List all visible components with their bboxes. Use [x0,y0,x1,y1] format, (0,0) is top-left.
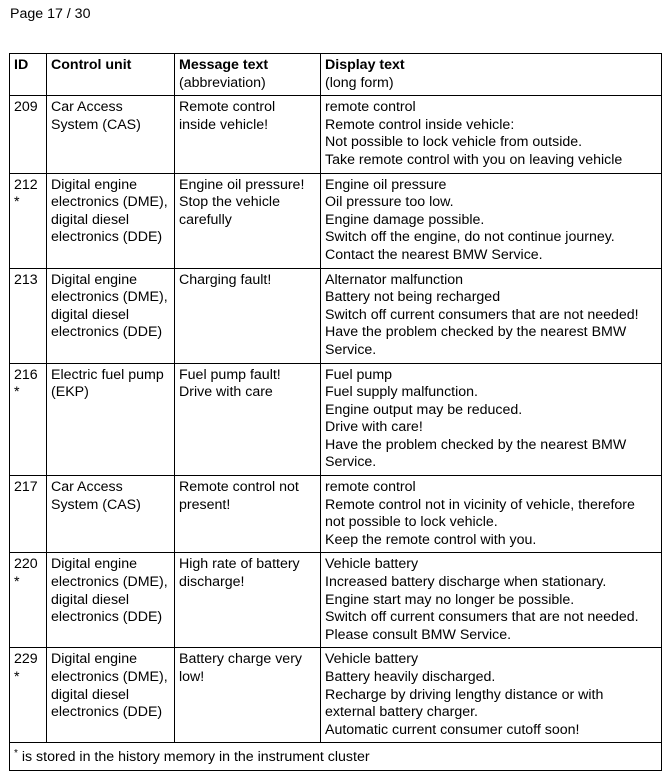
display-line: Switch off current consumers that are not needed. [325,609,639,626]
display-line: Battery heavily discharged. [325,669,496,685]
cell-display-text [321,268,662,363]
cell-id: 212 * [10,173,47,268]
cell-message-text: High rate of battery discharge! [175,553,321,648]
display-line: Engine output may be reduced. [325,401,523,418]
cell-display-text [321,96,662,173]
cell-display-text [321,173,662,268]
table-header-row [10,54,662,96]
cell-display-text [321,553,662,648]
display-line: Battery not being recharged [325,289,501,306]
display-line: Remote control inside vehicle: [325,116,515,133]
display-line: Engine oil pressure [325,176,447,193]
display-line: remote control [325,99,416,116]
display-line: Alternator malfunction [325,271,464,288]
cell-id: 220 * [10,553,47,648]
cell-id: 209 [10,96,47,173]
page-number: Page 17 / 30 [10,6,91,22]
display-line: Switch off the engine, do not continue journey. [325,229,615,246]
display-line: Engine damage possible. [325,211,485,228]
table-row [10,173,662,268]
cell-id: 229 * [10,648,47,743]
display-line: Have the problem checked by the nearest BMW Service. [325,324,627,358]
display-line: Remote control not in vicinity of vehicle, therefore not possible to lock vehicle. [325,496,635,531]
header-id: ID [10,54,47,96]
header-control-unit: Control unit [47,54,175,96]
display-line: remote control [325,479,416,496]
display-line: Have the problem checked by the nearest BMW Service. [325,436,627,471]
table-row [10,648,662,743]
cell-display-text [321,648,662,743]
cell-display-text [321,363,662,476]
footnote-row [10,743,662,771]
cell-message-text: Charging fault! [175,268,321,363]
display-line: Switch off current consumers that are not needed! [325,306,639,323]
table-row [10,96,662,173]
display-line: Fuel pump [325,366,393,383]
display-line: Keep the remote control with you. [325,531,537,548]
display-line: Drive with care! [325,419,423,436]
cell-id: 213 [10,268,47,363]
header-display-text: Display text (long form) [321,54,662,96]
display-line: Recharge by driving lengthy distance or with external battery charger. [325,686,604,721]
cell-display-text [321,476,662,553]
cell-message-text: Remote control inside vehicle! [175,96,321,173]
cell-control-unit: Digital engine electronics (DME), digital diesel electronics (DDE) [47,268,175,363]
message-table [9,53,662,771]
cell-message-text: Fuel pump fault! Drive with care [175,363,321,476]
footnote: * is stored in the history memory in the instrument cluster [10,743,662,771]
display-line: Not possible to lock vehicle from outside. [325,134,583,151]
display-line: Vehicle battery [325,651,419,668]
display-line: Please consult BMW Service. [325,626,512,643]
table-row [10,476,662,553]
cell-message-text: Engine oil pressure! Stop the vehicle carefully [175,173,321,268]
cell-id: 216 * [10,363,47,476]
cell-message-text: Remote control not present! [175,476,321,553]
display-line: Take remote control with you on leaving vehicle [325,151,623,168]
cell-control-unit: Digital engine electronics (DME), digital diesel electronics (DDE) [47,553,175,648]
display-line: Automatic current consumer cutoff soon! [325,721,580,738]
cell-control-unit: Electric fuel pump (EKP) [47,363,175,476]
display-line: Oil pressure too low. [325,194,454,211]
table-row [10,363,662,476]
display-line: Increased battery discharge when stationary. [325,574,607,591]
display-line: Contact the nearest BMW Service. [325,246,543,263]
cell-control-unit: Digital engine electronics (DME), digital diesel electronics (DDE) [47,173,175,268]
cell-control-unit: Car Access System (CAS) [47,476,175,553]
cell-control-unit: Car Access System (CAS) [47,96,175,173]
cell-message-text: Battery charge very low! [175,648,321,743]
display-line: Vehicle battery [325,556,419,573]
header-message-text: Message text (abbreviation) [175,54,321,96]
display-line: Fuel supply malfunction. [325,384,478,401]
table-row [10,268,662,363]
table-row [10,553,662,648]
cell-control-unit: Digital engine electronics (DME), digital diesel electronics (DDE) [47,648,175,743]
display-line: Engine start may no longer be possible. [325,591,575,608]
cell-id: 217 [10,476,47,553]
